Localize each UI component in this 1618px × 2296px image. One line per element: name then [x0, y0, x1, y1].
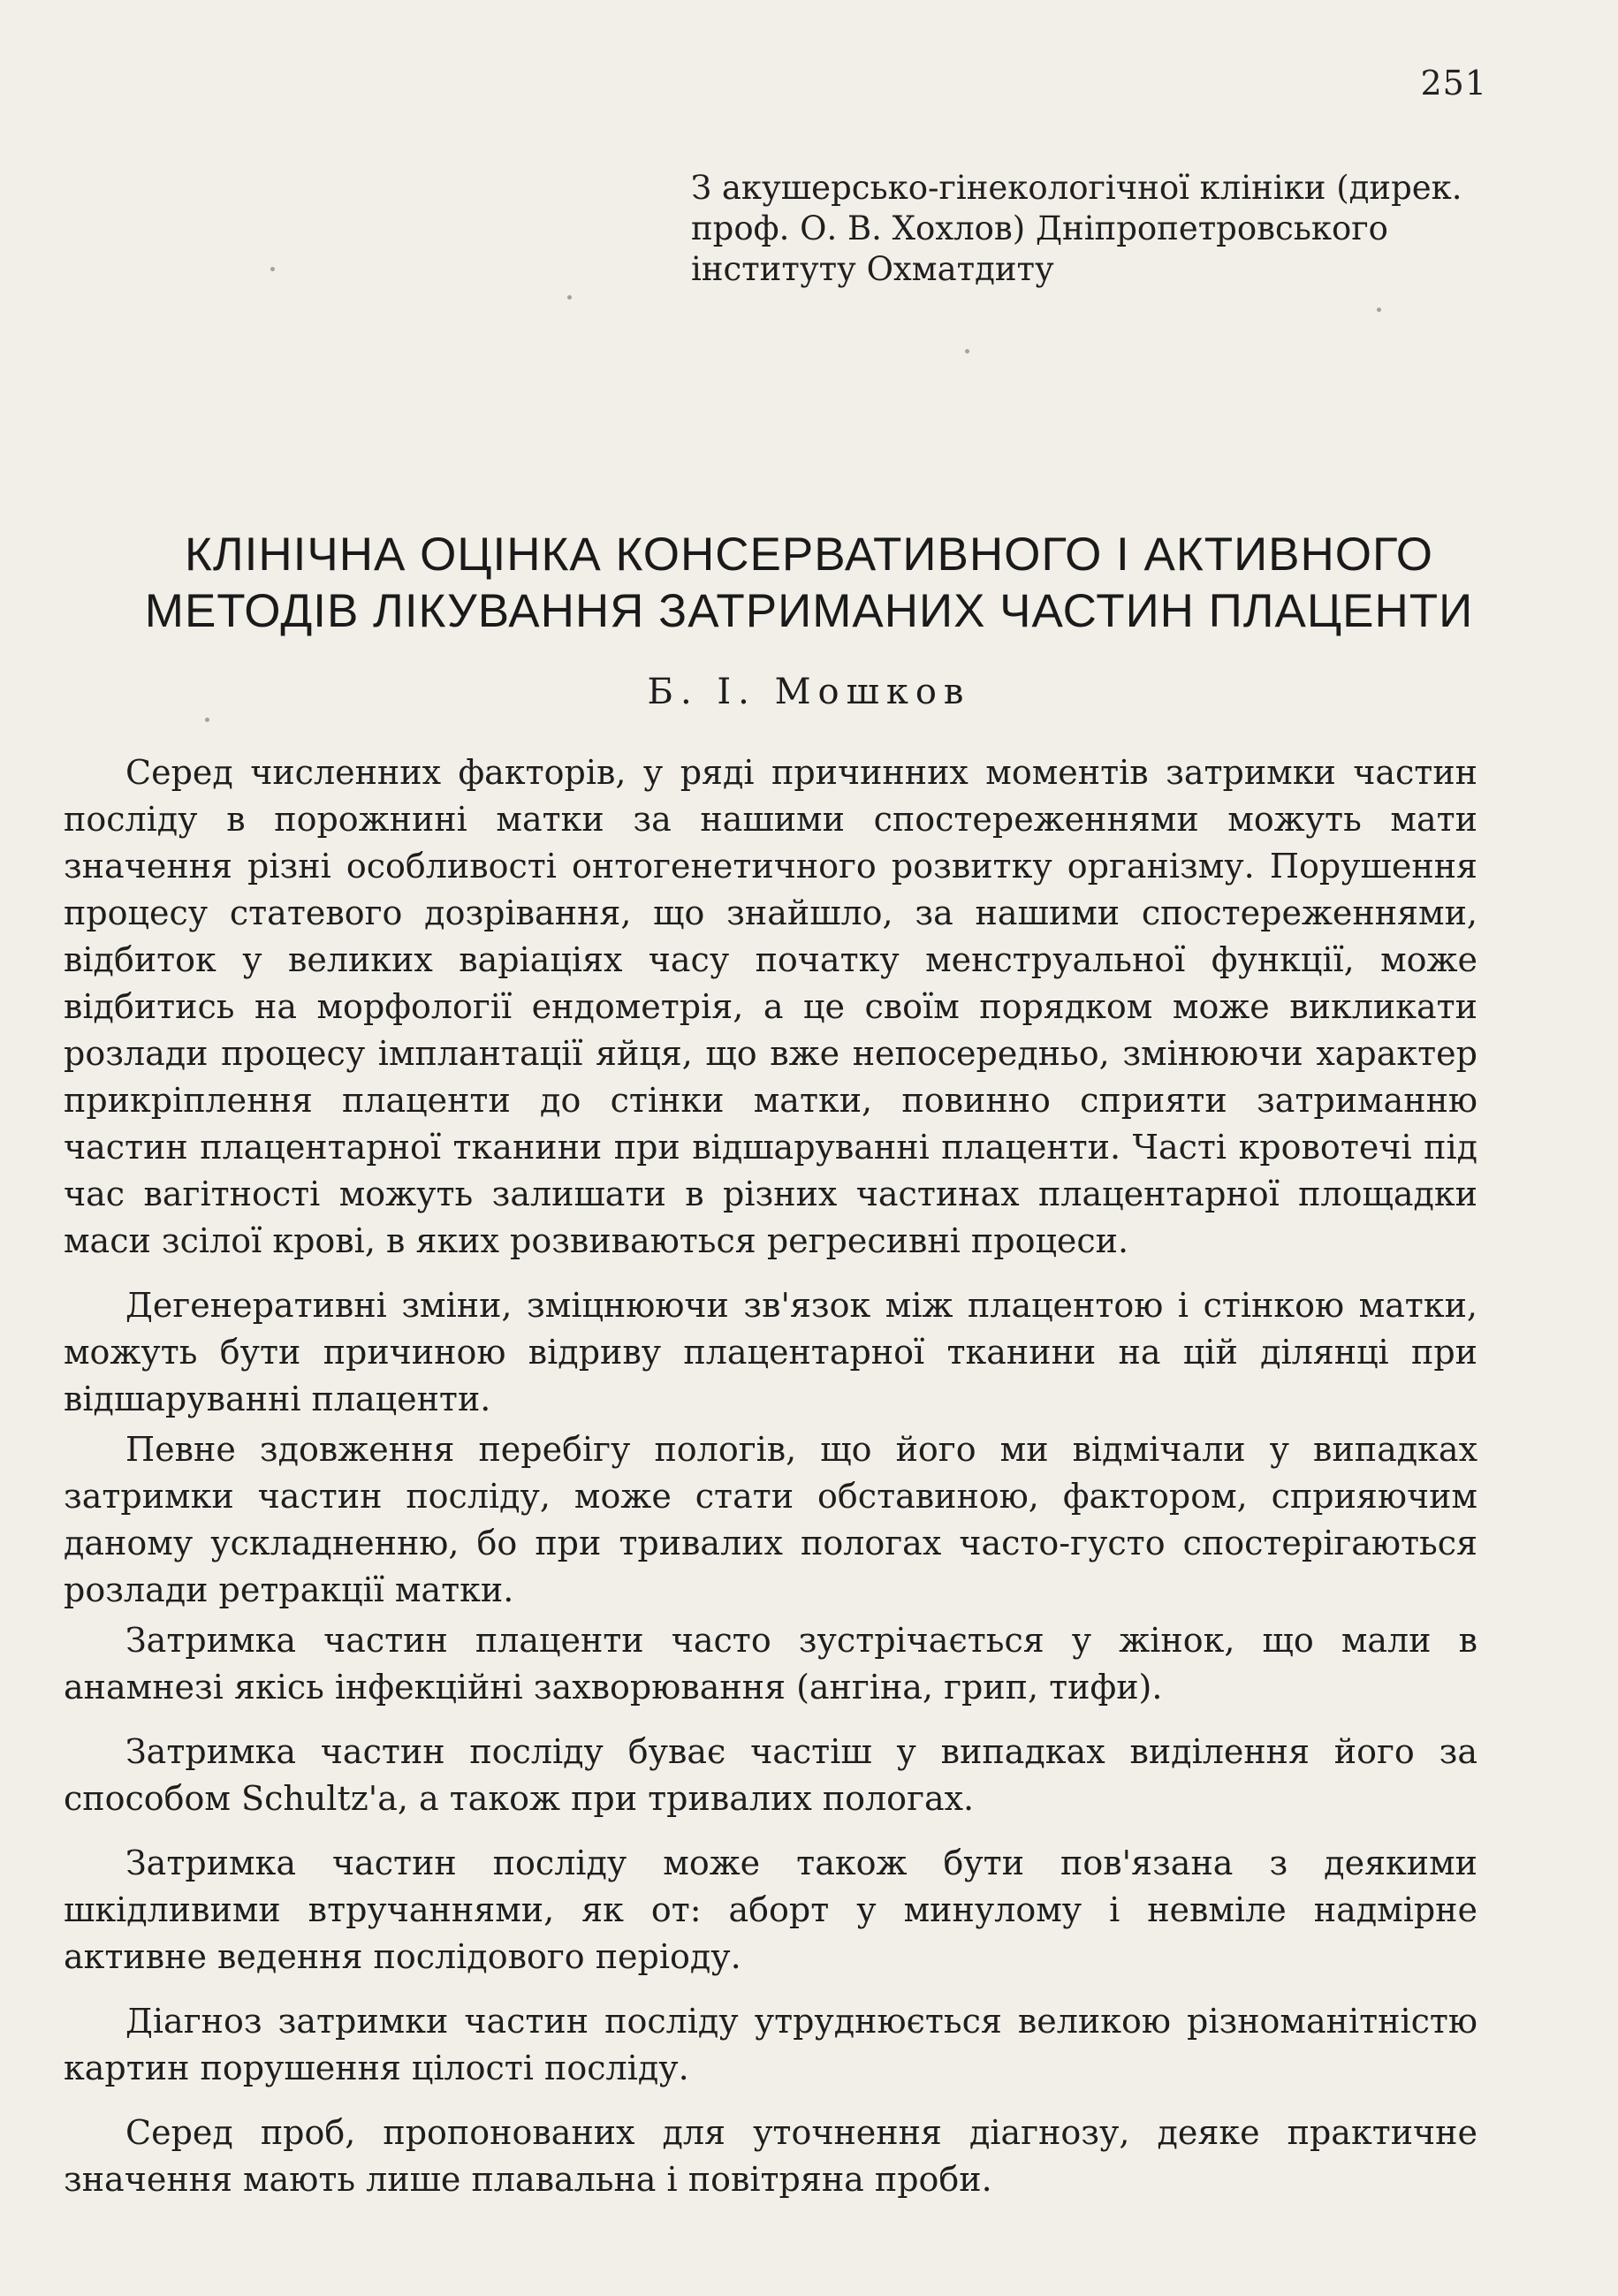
- article-title: [71, 527, 1547, 640]
- article-title-line-2: МЕТОДІВ ЛІКУВАННЯ ЗАТРИМАНИХ ЧАСТИН ПЛАЦЕНТИ: [144, 585, 1474, 637]
- paragraph-6: Затримка частин посліду може також бути пов'язана з деякими шкідливими втручаннями, як от: аборт у минулому і невміле надмірне активне ведення послідового періоду.: [64, 1844, 1477, 1976]
- paper-speck: [1377, 308, 1381, 312]
- article-body: [64, 749, 1477, 2203]
- paper-speck: [965, 349, 969, 354]
- page-number: 251: [1420, 64, 1487, 103]
- affiliation-note: З акушерсько-гінекологічної клініки (дирек. проф. О. В. Хохлов) Дніпропетровського інституту Охматдиту: [691, 169, 1462, 288]
- article-title-line-1: КЛІНІЧНА ОЦІНКА КОНСЕРВАТИВНОГО І АКТИВНОГО: [185, 528, 1433, 581]
- paragraph-7: Діагноз затримки частин посліду утруднюється великою різноманітністю картин порушення цілості посліду.: [64, 2002, 1477, 2087]
- paragraph-1: Серед численних факторів, у ряді причинних моментів затримки частин посліду в порожнині матки за нашими спостереженнями можуть мати значення різні особливості онтогенетичного розвитку організму. Порушення процесу статевого дозрівання, що знайшло, за нашими спостереженнями, відбиток у великих варіаціях часу початку менструальної функції, може відбитись на морфології ендометрія, а це своїм порядком може викликати розлади процесу імплантації яйця, що вже непосередньо, змінюючи характер прикріплення плаценти до стінки матки, повинно сприяти затриманню частин плацентарної тканини при відшаруванні плаценти. Часті кровотечі під час вагітності можуть залишати в різних частинах плацентарної площадки маси зсілої крові, в яких розвиваються регресивні процеси.: [64, 753, 1477, 1260]
- paragraph-4: Затримка частин плаценти часто зустрічається у жінок, що мали в анамнезі якісь інфекційні захворювання (ангіна, грип, тифи).: [64, 1621, 1477, 1707]
- author-name: Б. І. Мошков: [647, 672, 971, 712]
- paper-speck: [567, 295, 572, 300]
- paragraph-2: Дегенеративні зміни, зміцнюючи зв'язок між плацентою і стінкою матки, можуть бути причиною відриву плацентарної тканини на цій ділянці при відшаруванні плаценти.: [64, 1286, 1477, 1418]
- paragraph-8: Серед проб, пропонованих для уточнення діагнозу, деяке практичне значення мають лише плавальна і повітряна проби.: [64, 2113, 1477, 2199]
- paragraph-3: Певне здовження перебігу пологів, що його ми відмічали у випадках затримки частин посліду, може стати обставиною, фактором, сприяючим даному ускладненню, бо при тривалих пологах часто-густо спостерігаються розлади ретракції матки.: [64, 1430, 1477, 1609]
- paper-speck: [205, 718, 209, 722]
- paragraph-5: Затримка частин посліду буває частіш у випадках виділення його за способом Schultz'а, а також при тривалих пологах.: [64, 1732, 1477, 1818]
- paper-speck: [270, 267, 275, 271]
